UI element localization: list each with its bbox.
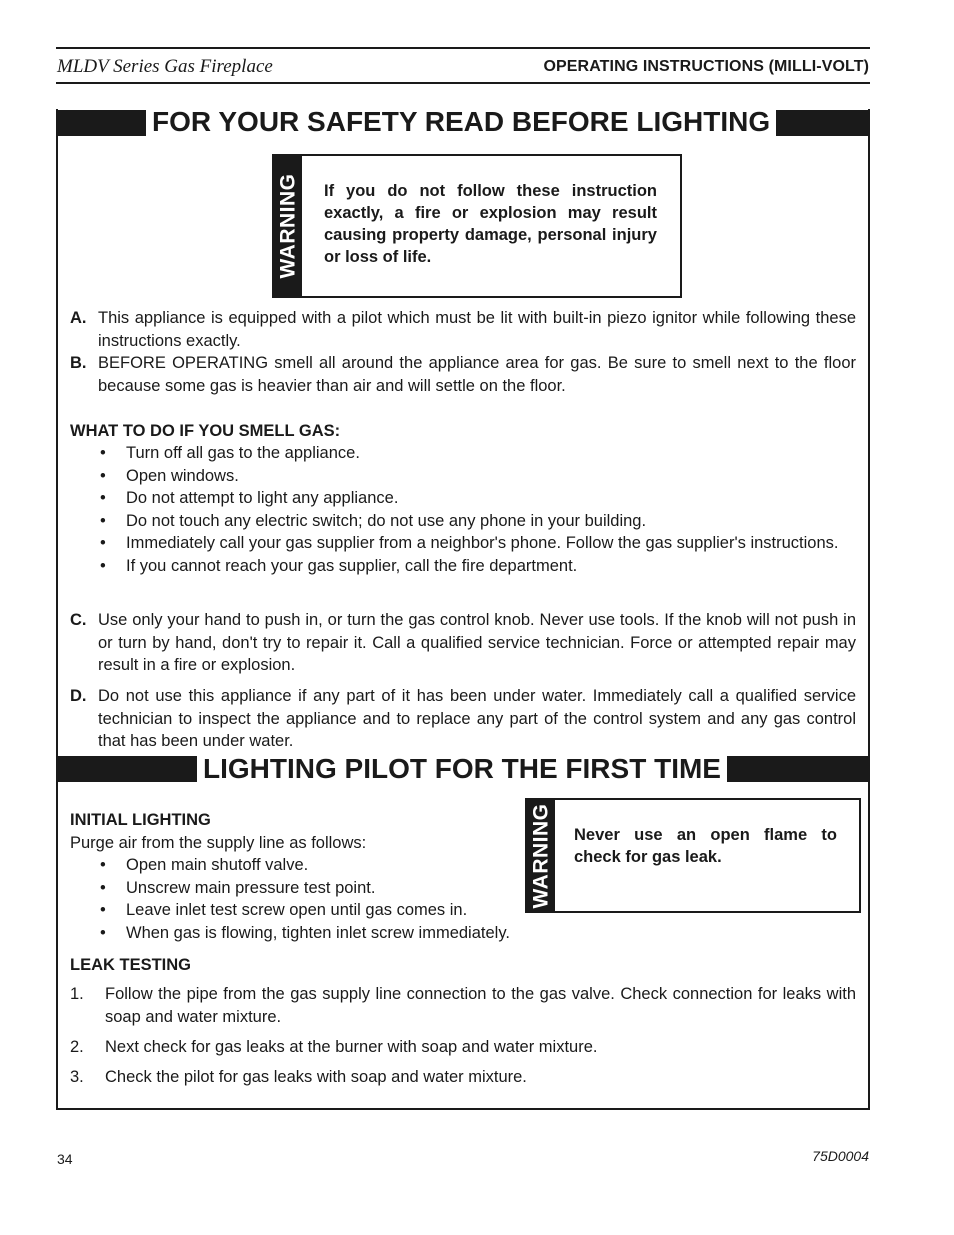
item-b-label: B. [70,354,87,372]
lighting-title: LIGHTING PILOT FOR THE FIRST TIME [197,754,727,784]
smell-gas-list [70,442,856,577]
safety-title: FOR YOUR SAFETY READ BEFORE LIGHTING [146,107,776,137]
list-item: • When gas is flowing, tighten inlet screw immediately. [70,922,590,945]
item-d [70,685,856,753]
list-item: • Do not attempt to light any appliance. [70,487,856,510]
safety-warning-text: If you do not follow these instruction exactly, a fire or explosion may result causing property damage, personal injury or loss of life. [324,182,657,266]
item-a [70,307,856,352]
item-a-text: This appliance is equipped with a pilot which must be lit with built-in piezo ignitor while following these instructions exactly. [98,309,856,350]
list-item: • Leave inlet test screw open until gas comes in. [70,899,590,922]
header-bottom-rule [56,82,870,84]
list-item [70,1066,856,1089]
open-flame-warning-box [525,798,861,913]
list-item: • Unscrew main pressure test point. [70,877,590,900]
leak-testing-heading: LEAK TESTING [70,956,192,974]
item-c-text: Use only your hand to push in, or turn the gas control knob. Never use tools. If the knob will not push in or turn by hand, don't try to repair it. Call a qualified service technician. Force or attempted repair may result in a fire or explosion. [98,611,856,674]
item-c [70,609,856,677]
list-item [70,1036,856,1059]
item-d-text: Do not use this appliance if any part of it has been under water. Immediately call a qualified service technician to inspect the appliance and to replace any part of the control system and any gas control that has been under water. [98,687,856,750]
smell-gas-heading: WHAT TO DO IF YOU SMELL GAS: [70,422,341,440]
purge-list [70,854,590,944]
list-item: • Immediately call your gas supplier from a neighbor's phone. Follow the gas supplier's instructions. [70,532,856,555]
section-title: OPERATING INSTRUCTIONS (MILLI-VOLT) [543,58,869,75]
item-text: Check the pilot for gas leaks with soap and water mixture. [105,1067,527,1086]
purge-text: Purge air from the supply line as follows: [70,834,367,852]
item-d-label: D. [70,687,87,705]
list-item: • Do not touch any electric switch; do not use any phone in your building. [70,510,856,533]
safety-warning-box [272,154,682,298]
header-top-rule [56,47,870,49]
leak-testing-list [70,983,856,1096]
initial-lighting-heading: INITIAL LIGHTING [70,811,211,829]
item-number: 1. [70,985,84,1003]
list-item: • Open main shutoff valve. [70,854,590,877]
item-b-text: BEFORE OPERATING smell all around the appliance area for gas. Be sure to smell next to the floor because some gas is heavier than air and will settle on the floor. [98,354,856,395]
warning-label: WARNING [276,173,299,279]
item-text: Next check for gas leaks at the burner with soap and water mixture. [105,1037,598,1056]
list-item: • Turn off all gas to the appliance. [70,442,856,465]
item-a-label: A. [70,309,87,327]
list-item [70,983,856,1028]
series-title: MLDV Series Gas Fireplace [57,56,273,77]
open-flame-warning-text: Never use an open flame to check for gas leak. [574,826,837,866]
warning-label: WARNING [529,803,552,908]
document-id: 75D0004 [812,1148,869,1164]
item-c-label: C. [70,611,87,629]
item-b [70,352,856,397]
item-number: 2. [70,1037,84,1056]
page-number: 34 [57,1151,73,1167]
item-number: 3. [70,1067,84,1086]
item-text: Follow the pipe from the gas supply line connection to the gas valve. Check connection for leaks with soap and water mixture. [105,985,856,1026]
list-item: • If you cannot reach your gas supplier, call the fire department. [70,555,856,578]
list-item: • Open windows. [70,465,856,488]
